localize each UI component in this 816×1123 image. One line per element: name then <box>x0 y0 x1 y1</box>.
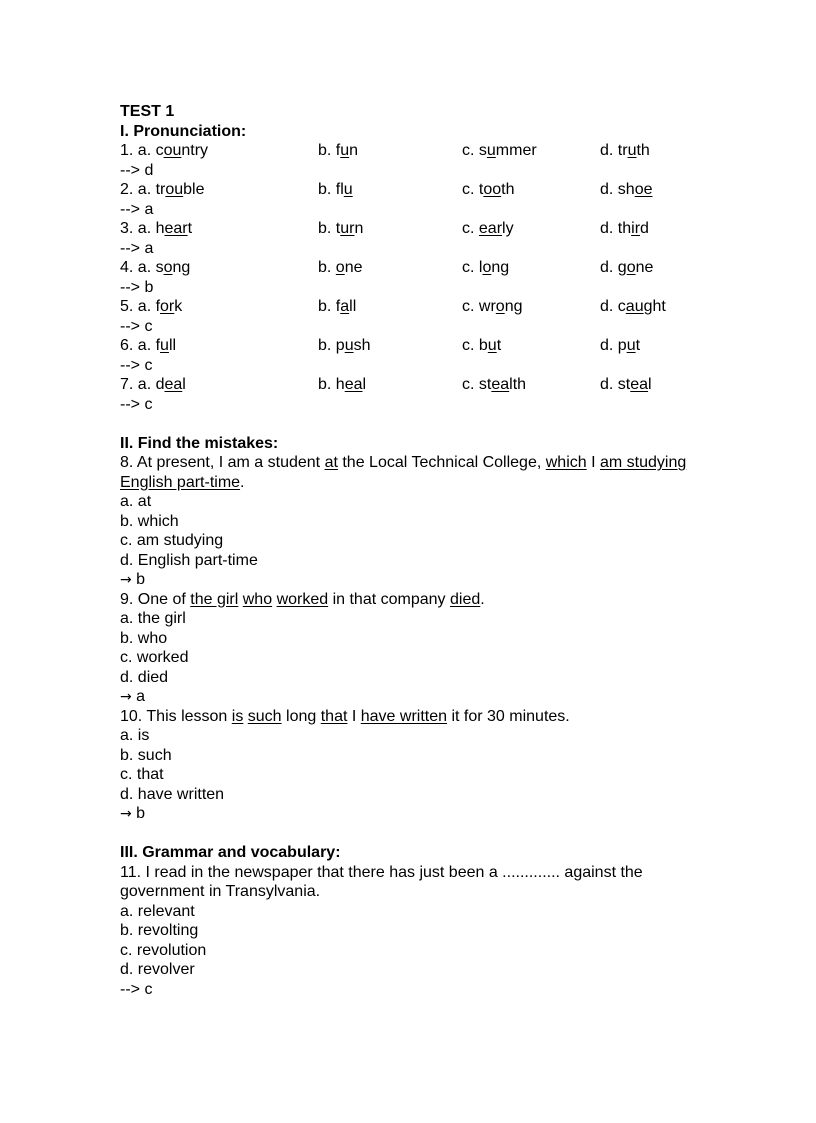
text-part: c. l <box>462 259 483 276</box>
text-part: b. <box>318 259 336 276</box>
option: a. the girl <box>120 610 186 627</box>
option <box>600 180 652 200</box>
option <box>318 375 366 395</box>
underlined-part: oo <box>483 181 502 198</box>
text-part: t <box>635 337 641 354</box>
text-part: t <box>496 337 502 354</box>
underlined-part: ea <box>630 376 649 393</box>
text-part: ntry <box>181 142 209 159</box>
text-part: l <box>648 376 652 393</box>
text-part: I <box>586 454 600 471</box>
option <box>120 180 205 200</box>
text-part: 1. a. c <box>120 142 164 159</box>
text-part: 2. a. tr <box>120 181 166 198</box>
text-part: it for 30 minutes. <box>447 707 570 725</box>
question-10 <box>120 707 720 824</box>
option <box>462 219 514 239</box>
text-part: . <box>480 590 485 608</box>
option: a. at <box>120 493 152 510</box>
text-part: ll <box>168 337 177 354</box>
spacer <box>120 824 720 844</box>
underlined-part: o <box>495 298 505 315</box>
text-part: lth <box>509 376 527 393</box>
question-text-cont: government in Transylvania. <box>120 883 321 900</box>
text-part: d. st <box>600 376 631 393</box>
text-part: b. f <box>318 298 341 315</box>
pronunciation-item-5 <box>120 297 720 317</box>
underlined-part: u <box>343 181 353 198</box>
text-part: b. p <box>318 337 345 354</box>
pronunciation-item-1 <box>120 141 720 161</box>
underlined-part: ear <box>164 220 188 237</box>
option <box>462 336 501 356</box>
underlined-part: the girl <box>190 590 239 608</box>
option <box>318 297 356 317</box>
text-part: ll <box>349 298 357 315</box>
underlined-part: ear <box>478 220 503 237</box>
underlined-part: who <box>242 590 273 608</box>
underlined-part: ea <box>491 376 510 393</box>
underlined-part: u <box>626 337 636 354</box>
pronunciation-list <box>120 141 720 414</box>
underlined-part: ir <box>631 220 641 237</box>
underlined-part: ou <box>165 181 184 198</box>
underlined-part: which <box>545 454 587 471</box>
text-part: in that company <box>328 590 450 608</box>
arrow-icon: → <box>120 572 132 588</box>
underlined-part: such <box>247 707 282 725</box>
option: d. died <box>120 668 169 686</box>
answer-letter: b <box>131 571 146 588</box>
pronunciation-item-3 <box>120 219 720 239</box>
underlined-part: that <box>320 707 348 725</box>
option <box>462 297 522 317</box>
text-part: c. s <box>462 142 487 159</box>
text-part: b. f <box>318 142 341 159</box>
answer: --> b <box>120 278 154 296</box>
underlined-part: oe <box>634 181 653 198</box>
option: c. revolution <box>120 941 207 959</box>
document-page <box>120 102 720 999</box>
section-heading-mistakes: II. Find the mistakes: <box>120 434 279 452</box>
answer: --> a <box>120 200 154 218</box>
answer: --> c <box>120 317 153 335</box>
answer <box>120 804 720 824</box>
option <box>318 180 353 200</box>
option <box>600 375 652 395</box>
option: d. have written <box>120 785 225 803</box>
underlined-part: worked <box>276 590 329 608</box>
underlined-part: u <box>627 142 637 159</box>
text-part: th <box>501 181 515 198</box>
option <box>462 180 514 200</box>
text-part: c. <box>462 220 479 237</box>
option <box>120 297 182 317</box>
text-part: n <box>349 142 359 159</box>
text-part: I <box>347 707 361 725</box>
text-part: ble <box>183 181 205 198</box>
underlined-part: u <box>486 142 496 159</box>
underlined-part: am studying <box>600 454 687 471</box>
option <box>600 297 666 317</box>
underlined-part: u <box>160 337 169 354</box>
option <box>600 141 650 161</box>
text-part: 4. a. s <box>120 259 164 276</box>
option: a. relevant <box>120 902 195 920</box>
underlined-part: is <box>231 707 244 725</box>
option <box>120 258 190 278</box>
underlined-part: u <box>487 337 497 354</box>
text-part: d. sh <box>600 181 635 198</box>
answer: --> c <box>120 395 153 413</box>
option <box>120 141 208 161</box>
option: d. revolver <box>120 961 195 978</box>
text-part: c. t <box>462 181 484 198</box>
question-11 <box>120 863 720 1000</box>
text-part: d. c <box>600 298 626 315</box>
option <box>318 258 363 278</box>
underlined-part: English part-time <box>120 473 241 491</box>
text-part: mmer <box>495 142 537 159</box>
option: b. such <box>120 746 172 764</box>
option <box>600 258 653 278</box>
spacer <box>120 414 720 434</box>
text-part: 3. a. h <box>120 220 165 237</box>
question-text <box>120 590 720 610</box>
option <box>318 219 363 239</box>
text-part: th <box>636 142 650 159</box>
text-part: ng <box>504 298 523 315</box>
text-part: l <box>362 376 367 393</box>
text-part: ne <box>344 259 363 276</box>
option: c. worked <box>120 649 189 666</box>
underlined-part: a <box>340 298 350 315</box>
underlined-part: o <box>626 259 636 276</box>
answer: --> c <box>120 356 153 374</box>
text-part: b. fl <box>318 181 344 198</box>
arrow-icon: → <box>120 689 132 705</box>
text-part: b. t <box>318 220 341 237</box>
underlined-part: died <box>449 590 481 608</box>
option <box>120 219 192 239</box>
text-part: ly <box>502 220 514 237</box>
text-part: l <box>182 376 186 393</box>
text-part: ng <box>491 259 510 276</box>
underlined-part: u <box>344 337 354 354</box>
option: c. that <box>120 766 164 783</box>
text-part: 10. This lesson <box>120 707 232 725</box>
option: b. who <box>120 629 168 647</box>
option <box>600 219 649 239</box>
text-part: 9. One of <box>120 590 191 608</box>
underlined-part: ur <box>340 220 355 237</box>
underlined-part: au <box>625 298 644 315</box>
option <box>600 336 640 356</box>
answer <box>120 687 720 707</box>
question-text <box>120 453 720 473</box>
pronunciation-item-6 <box>120 336 720 356</box>
text-part: 5. a. f <box>120 298 161 315</box>
underlined-part: ea <box>344 376 363 393</box>
option: a. is <box>120 727 150 744</box>
answer-letter: b <box>131 805 146 822</box>
underlined-part: have written <box>360 707 448 725</box>
option <box>318 141 358 161</box>
text-part: d. g <box>600 259 627 276</box>
text-part: d. th <box>600 220 632 237</box>
option: c. am studying <box>120 532 224 549</box>
pronunciation-item-7 <box>120 375 720 395</box>
pronunciation-item-2 <box>120 180 720 200</box>
question-8 <box>120 453 720 590</box>
text-part: 7. a. d <box>120 376 165 393</box>
option <box>318 336 371 356</box>
text-part: sh <box>353 337 371 354</box>
answer-letter: a <box>131 688 146 705</box>
text-part: long <box>281 707 321 725</box>
option <box>120 336 176 356</box>
answer: --> d <box>120 161 154 179</box>
text-part: 8. At present, I am a student <box>120 454 325 471</box>
text-part: t <box>187 220 193 237</box>
option <box>462 258 509 278</box>
option <box>462 375 526 395</box>
text-part: d. p <box>600 337 627 354</box>
text-part: ne <box>635 259 654 276</box>
question-text-cont <box>120 473 720 493</box>
answer: --> c <box>120 980 153 998</box>
text-part: d <box>640 220 649 237</box>
text-part: c. st <box>462 376 492 393</box>
question-text: 11. I read in the newspaper that there has just been a ............. against the <box>120 863 643 881</box>
underlined-part: o <box>163 259 173 276</box>
question-text <box>120 707 720 727</box>
text-part: k <box>174 298 183 315</box>
underlined-part: o <box>335 259 345 276</box>
underlined-part: at <box>324 454 338 471</box>
text-part: ng <box>172 259 191 276</box>
underlined-part: ou <box>163 142 182 159</box>
option: b. revolting <box>120 922 199 939</box>
answer <box>120 570 720 590</box>
option: b. which <box>120 512 179 530</box>
section-heading-grammar: III. Grammar and vocabulary: <box>120 844 341 861</box>
answer: --> a <box>120 239 154 257</box>
text-part: c. wr <box>462 298 496 315</box>
text-part: 6. a. f <box>120 337 161 354</box>
underlined-part: ea <box>164 376 183 393</box>
text-part: n <box>354 220 364 237</box>
text-part: c. b <box>462 337 488 354</box>
pronunciation-item-4 <box>120 258 720 278</box>
question-9 <box>120 590 720 707</box>
option <box>462 141 537 161</box>
option <box>120 375 186 395</box>
underlined-part: u <box>340 142 350 159</box>
section-heading-pronunciation: I. Pronunciation: <box>120 122 247 140</box>
underlined-part: or <box>160 298 175 315</box>
text-part: ght <box>643 298 666 315</box>
option: d. English part-time <box>120 551 258 569</box>
underlined-part: o <box>482 259 492 276</box>
text-part: b. h <box>318 376 345 393</box>
test-title: TEST 1 <box>120 103 175 120</box>
arrow-icon: → <box>120 806 132 822</box>
text-part: the Local Technical College, <box>337 454 546 471</box>
text-part: . <box>240 473 245 491</box>
text-part: d. tr <box>600 142 628 159</box>
